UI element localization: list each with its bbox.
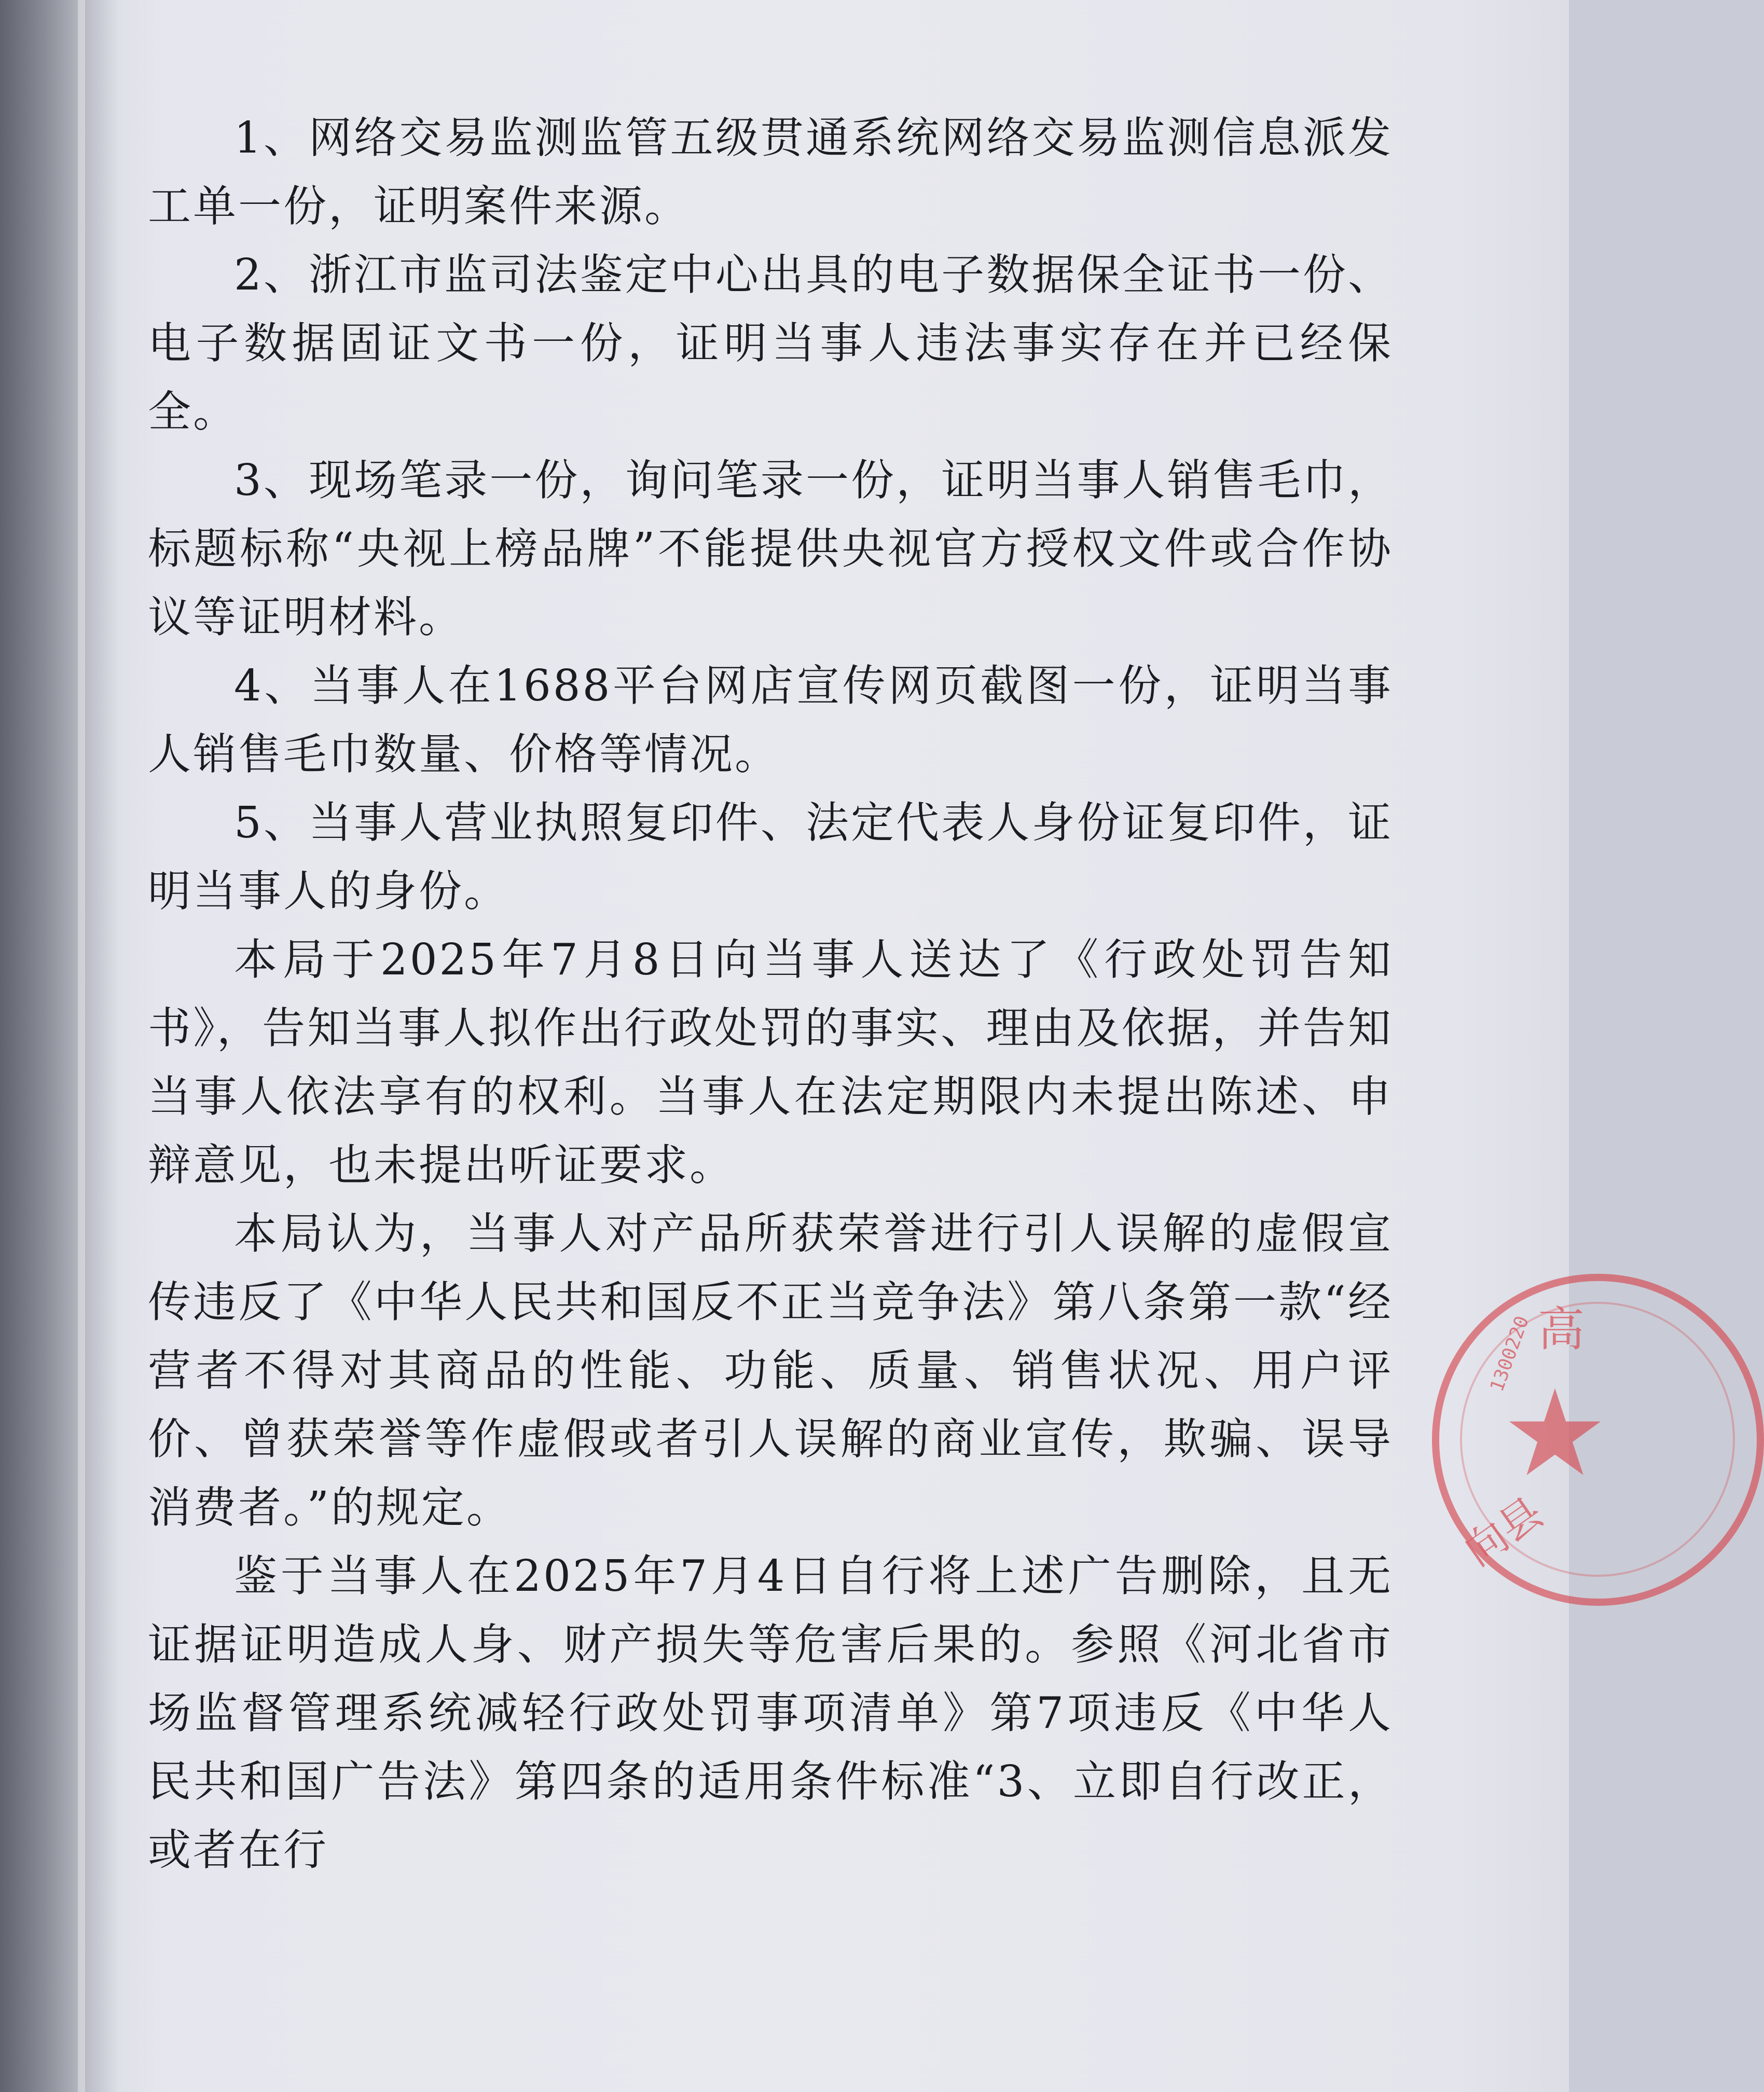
seal-star-icon: ★	[1501, 1365, 1609, 1503]
seal-number: 1300220	[1486, 1313, 1534, 1395]
evidence-item-5: 5、当事人营业执照复印件、法定代表人身份证复印件，证明当事人的身份。	[148, 797, 1393, 916]
evidence-item-4: 4、当事人在1688平台网店宣传网页截图一份，证明当事人销售毛巾数量、价格等情况。	[148, 660, 1393, 779]
evidence-item-2: 2、浙江市监司法鉴定中心出具的电子数据保全证书一份、电子数据固证文书一份，证明当事人违法事实存在并已经保全。	[148, 250, 1393, 437]
seal-bottom-text: 向县	[1455, 1488, 1552, 1576]
page-edge-shadow	[0, 0, 119, 2092]
notice-paragraph: 本局于2025年7月8日向当事人送达了《行政处罚告知书》，告知当事人拟作出行政处罚的事实、理由及依据，并告知当事人依法享有的权利。当事人在法定期限内未提出陈述、申辩意见，也未提出听证要求。	[148, 934, 1393, 1190]
document-body	[148, 104, 1393, 1884]
official-seal	[1432, 1274, 1764, 1606]
page-fold	[78, 0, 85, 2092]
evidence-item-3: 3、现场笔录一份，询问笔录一份，证明当事人销售毛巾，标题标称“央视上榜品牌”不能提供央视官方授权文件或合作协议等证明材料。	[148, 455, 1393, 642]
evidence-item-1: 1、网络交易监测监管五级贯通系统网络交易监测信息派发工单一份，证明案件来源。	[148, 113, 1393, 231]
finding-paragraph: 本局认为，当事人对产品所获荣誉进行引人误解的虚假宣传违反了《中华人民共和国反不正当竞争法》第八条第一款“经营者不得对其商品的性能、功能、质量、销售状况、用户评价、曾获荣誉等作虚假或者引人误解的商业宣传，欺骗、误导消费者。”的规定。	[148, 1208, 1393, 1533]
mitigation-paragraph: 鉴于当事人在2025年7月4日自行将上述广告删除，且无证据证明造成人身、财产损失等危害后果的。参照《河北省市场监督管理系统减轻行政处罚事项清单》第7项违反《中华人民共和国广告法》第四条的适用条件标准“3、立即自行改正，或者在行	[148, 1551, 1393, 1875]
seal-top-text: 高	[1538, 1302, 1584, 1357]
